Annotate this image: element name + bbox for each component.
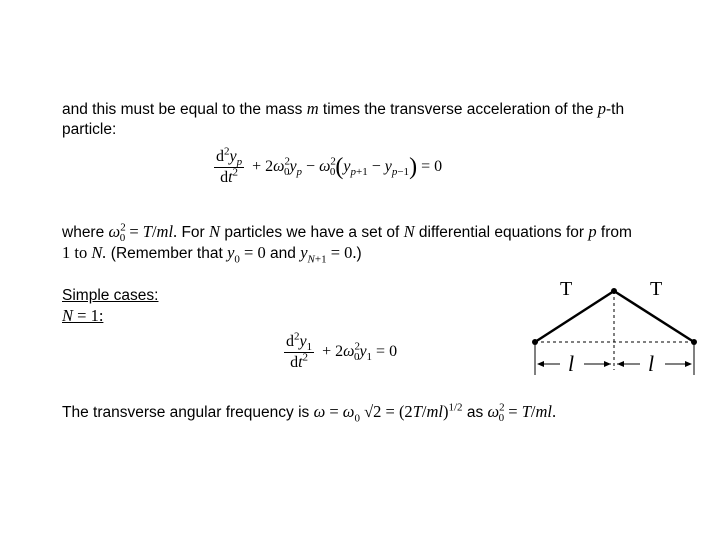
equation-2-rhs: + $2\omega^2_0y_1 = 0$ <box>318 340 398 364</box>
left-fixed-point <box>532 339 538 345</box>
tension-label-right: T <box>650 278 663 300</box>
tension-label-left: T <box>560 278 573 300</box>
frequency-expression: $\omega = \omega_0$ $√2 = (2T/ml)^{1/2}$ <box>313 401 463 425</box>
omega0-definition: $\omega^2_0 = T/ml$. <box>108 221 178 245</box>
right-fixed-point <box>691 339 697 345</box>
arrowhead-right-2 <box>685 361 692 367</box>
p-symbol: p <box>597 99 607 118</box>
equation-2 <box>284 330 398 372</box>
length-label-left: l <box>568 351 575 376</box>
arrowhead-left-1 <box>537 361 544 367</box>
equation-1-rhs: + $2\omega^2_0y_p - \omega^2_0(y_{p+1} - y_{p-1}) = 0$ <box>248 154 443 181</box>
equation-2-fraction: $\frac{d^2y_1}{dt^2}$ <box>286 330 313 371</box>
arrowhead-right-1 <box>617 361 624 367</box>
result-line: The transverse angular frequency is $\omega = \omega_0$ $√2 = (2T/ml)^{1/2}$ as $\omega^2_0 = T/ml$. <box>62 401 557 425</box>
intro-line-2: particle: <box>62 121 117 138</box>
mass-symbol: m <box>306 99 319 118</box>
string-diagram <box>520 270 710 385</box>
simple-cases-heading: Simple cases: <box>62 287 159 304</box>
mass-particle <box>611 288 617 294</box>
case-n-equals-1: N = 1: <box>62 306 104 325</box>
where-line-1: where $\omega^2_0 = T/ml$. For N particles we have a set of N differential equations for p from <box>62 221 632 245</box>
equation-1-fraction: $\frac{d^2y_p}{dt^2}$ <box>216 145 243 186</box>
intro-line-1: and this must be equal to the mass m times the transverse acceleration of the p-th <box>62 99 625 118</box>
equation-1 <box>214 145 443 187</box>
string-segment-left <box>535 291 614 342</box>
length-label-right: l <box>648 351 655 376</box>
where-line-2: 1 to N. (Remember that $y_0 = 0$ and $y_{N+1} = 0$.) <box>62 243 362 266</box>
arrowhead-left-2 <box>604 361 611 367</box>
